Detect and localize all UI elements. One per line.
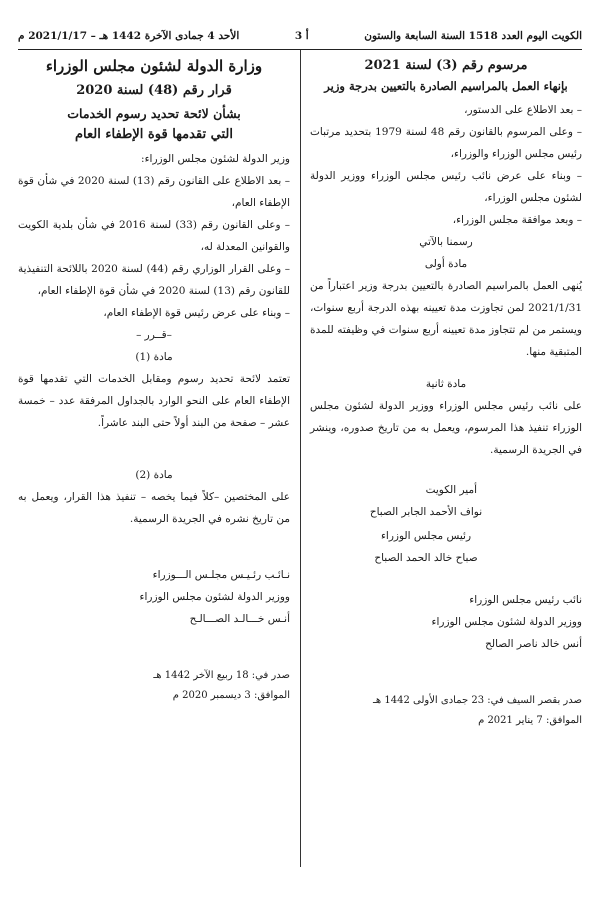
ministry-title: وزارة الدولة لشئون مجلس الوزراء xyxy=(45,57,263,75)
header-page-number: أ 3 xyxy=(294,30,309,42)
pm-name: صباح خالد الحمد الصباح xyxy=(374,552,478,564)
resolution-corresponding-date: الموافق: 3 ديسمبر 2020 م xyxy=(172,690,290,701)
resolution-article1-title: مادة (1) xyxy=(135,351,173,363)
decree-preamble-item: – بعد الاطلاع على الدستور، xyxy=(464,104,582,116)
decree-preamble-item: – وعلى المرسوم بالقانون رقم 48 لسنة 1979 بتحديد مرتبات رئيس مجلس الوزراء والوزراء، xyxy=(310,126,582,160)
decree-preamble-item: – وبعد موافقة مجلس الوزراء، xyxy=(452,214,582,226)
resolution-article1-text: تعتمد لائحة تحديد رسوم ومقابل الخدمات التي تقدمها قوة الإطفاء العام على النحو الوارد بالجداول المرفقة عدد – خمسة عشر – صفحة من البند أولاً حتى البند عاشراً. xyxy=(18,373,290,429)
resolution-preamble xyxy=(18,148,290,324)
resolution-decides: –قــرر – xyxy=(136,329,172,341)
resolution-sig-line1: نـائـب رئـيـس مجلـس الـــوزراء xyxy=(152,569,290,581)
resolution-preamble-item: – وعلى القرار الوزاري رقم (44) لسنة 2020 باللائحة التنفيذية للقانون رقم (13) لسنة 2020 في شأن قوة الإطفاء العام، xyxy=(18,263,291,297)
decree-article2-title: مادة ثانية xyxy=(425,378,467,390)
resolution-article2-title: مادة (2) xyxy=(135,469,173,481)
resolution-article2-text: على المختصين –كلاً فيما يخصه – تنفيذ هذا القرار، ويعمل به من تاريخ نشره في الجريدة الرسمية. xyxy=(18,491,290,525)
decree-deputy-signature xyxy=(310,589,582,655)
resolution-issued-at: صدر في: 18 ربيع الآخر 1442 هـ xyxy=(153,670,290,681)
resolution-sig-name: أنـس خـــالـد الصـــالـح xyxy=(189,613,290,625)
deputy-title-line2: ووزير الدولة لشئون مجلس الوزراء xyxy=(431,616,582,628)
header-issue-info: الكويت اليوم العدد 1518 السنة السابعة والستون xyxy=(364,30,582,42)
decree-emir-signature xyxy=(310,479,582,501)
column-divider xyxy=(300,50,301,867)
emir-title: أمير الكويت xyxy=(425,484,477,496)
decree-preamble-item: – وبناء على عرض نائب رئيس مجلس الوزراء ووزير الدولة لشئون مجلس الوزراء، xyxy=(310,170,582,204)
decree-article1-title: مادة أولى xyxy=(424,258,468,270)
decree-signatories xyxy=(310,501,582,569)
resolution-preamble-item: – وعلى القانون رقم (33) لسنة 2016 في شأن بلدية الكويت والقوانين المعدلة له، xyxy=(18,219,291,253)
decree-corresponding-date: الموافق: 7 يناير 2021 م xyxy=(478,715,582,726)
decree-title: مرسوم رقم (3) لسنة 2021 xyxy=(364,58,528,73)
page-header xyxy=(18,25,582,47)
resolution-issue-date xyxy=(18,666,290,706)
deputy-title-line1: نائب رئيس مجلس الوزراء xyxy=(469,594,582,606)
resolution-preamble-item: – بعد الاطلاع على القانون رقم (13) لسنة 2020 في شأن قوة الإطفاء العام، xyxy=(18,175,291,209)
decree-issue-date xyxy=(310,691,582,731)
decree-preamble xyxy=(310,99,582,231)
decree-issued-at: صدر بقصر السيف في: 23 جمادى الأولى 1442 هـ xyxy=(372,695,582,706)
resolution-subject-line1: بشأن لائحة تحديد رسوم الخدمات xyxy=(67,106,241,121)
deputy-name: أنس خالد ناصر الصالح xyxy=(485,638,582,650)
decree-subtitle: بإنهاء العمل بالمراسيم الصادرة بالتعيين بدرجة وزير xyxy=(324,79,568,93)
decree-column xyxy=(310,52,582,867)
emir-name: نواف الأحمد الجابر الصباح xyxy=(369,506,483,518)
resolution-subject-line2: التي تقدمها قوة الإطفاء العام xyxy=(75,127,233,142)
resolution-signature xyxy=(18,564,290,630)
decree-article2-text: على نائب رئيس مجلس الوزراء ووزير الدولة لشئون مجلس الوزراء تنفيذ هذا المرسوم، ويعمل به من تاريخ صدوره، وينشر في الجريدة الرسمية. xyxy=(310,400,582,456)
resolution-sig-line2: ووزير الدولة لشئون مجلس الوزراء xyxy=(139,591,290,603)
resolution-intro: وزير الدولة لشئون مجلس الوزراء: xyxy=(141,153,290,165)
header-date: الأحد 4 جمادى الآخرة 1442 هـ – 2021/1/17 م xyxy=(18,30,240,42)
resolution-column xyxy=(18,52,290,867)
decree-decreed: رسمنا بالآتي xyxy=(419,236,473,248)
resolution-preamble-item: – وبناء على عرض رئيس قوة الإطفاء العام، xyxy=(103,307,290,319)
decree-article1-text: يُنهى العمل بالمراسيم الصادرة بالتعيين بدرجة وزير اعتباراً من 2021/1/31 لمن تجاوزت مدة تعيينه بهذه الدرجة أربع سنوات، ويستمر من لم تتجاوز مدة تعيينه أربع سنوات في وظيفته للمدة المتبقية منها. xyxy=(310,280,582,358)
resolution-title: قرار رقم (48) لسنة 2020 xyxy=(76,83,232,98)
pm-title: رئيس مجلس الوزراء xyxy=(380,530,472,542)
